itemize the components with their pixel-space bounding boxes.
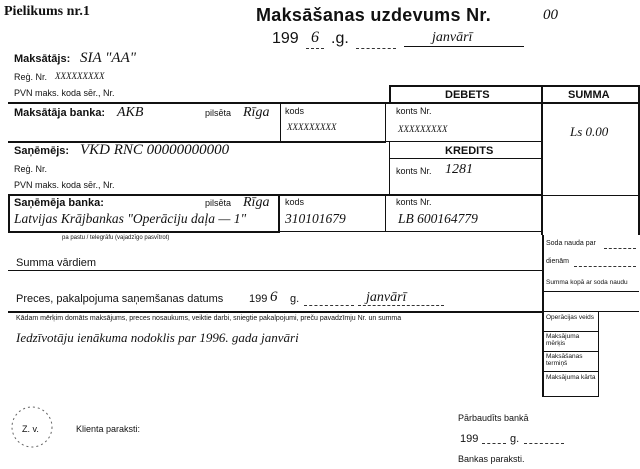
summa-vardiem-label: Summa vārdiem [16,257,97,269]
day-underline [356,48,396,49]
payer-pvn-label: PVN maks. koda sēr., Nr. [14,88,115,98]
goods-date-label: Preces, pakalpojuma saņemšanas datums [16,293,224,305]
kredits-header: KREDITS [445,145,494,157]
recipient-konts-label-2: konts Nr. [396,197,432,207]
summa-kopa-label: Summa kopā ar soda naudu [546,279,628,286]
client-sign-label: Klienta paraksti: [76,424,141,434]
payment-purpose-label: Maksājuma mērķis [546,333,580,347]
payer-konts-value: XXXXXXXXX [398,124,448,134]
payer-label: Maksātājs: [14,53,71,65]
purpose-note: Kādam mērķim domāts maksājums, preces nosaukums, veiktie darbi, sniegtie pakalpojumi, preču pavadzīmju Nr. un summa [16,315,402,322]
recipient-reg-label: Reģ. Nr. [14,164,48,174]
stamp-placeholder [10,405,54,449]
recipient-konts-value: 1281 [445,162,473,177]
header-month: janvārī [432,30,473,45]
soda-nauda-label: Soda nauda par [546,240,596,247]
recipient-name: VKD RNC 00000000000 [80,142,230,158]
recipient-konts-label: konts Nr. [396,166,432,176]
bank-sign-label: Bankas paraksti. [458,454,525,464]
payer-bank-label: Maksātāja banka: [14,107,106,119]
zv-label: Z. v. [22,424,39,434]
purpose-top-line [8,311,543,313]
recipient-bank-top-line [8,194,542,196]
recipient-bank-city: Rīga [243,195,270,210]
summa-header: SUMMA [568,89,610,101]
payer-reg-value: XXXXXXXXX [55,71,105,81]
payer-kods-label: kods [285,106,305,116]
recipient-label: Saņēmējs: [14,145,70,157]
footer-year: 199 [460,433,479,445]
payer-bank-top-line [8,102,640,104]
header-g-label: .g. [331,30,349,47]
appendix-label: Pielikums nr.1 [4,4,90,19]
payer-bank-city-label: pilsēta [205,108,232,118]
summa-left-border [541,85,543,235]
payment-order-label: Maksājuma kārta [546,374,596,381]
payer-name: SIA "AA" [80,50,137,66]
recipient-pvn-label: PVN maks. koda sēr., Nr. [14,180,115,190]
payer-bank-name: AKB [117,105,144,120]
recipient-kods-value: 310101679 [285,211,346,226]
recipient-kods-label: kods [285,197,305,207]
header-year-prefix: 199 [272,30,299,47]
payment-term-label: Maksāšanas termiņš [546,353,583,367]
header-top-line [389,85,639,87]
goods-month: janvārī [366,290,407,305]
payer-reg-label: Reģ. Nr. [14,72,48,82]
operation-type-label: Operācijas veids [546,314,595,321]
goods-g: g. [290,293,300,305]
debets-header: DEBETS [445,89,490,101]
footer-g: g. [510,433,520,445]
recipient-konts-value-2: LB 600164779 [398,211,478,226]
recipient-bank-name: Latvijas Krājbankas "Operāciju daļa — 1" [14,211,247,226]
dienam-label: dienām [546,258,569,265]
header-year-digit: 6 [311,29,319,46]
month-underline [404,46,524,47]
summa-vardiem-line [8,270,543,271]
right-panel-border [542,235,544,397]
amount-value: Ls 0.00 [570,124,609,139]
purpose-text: Iedzīvotāju ienākuma nodoklis par 1996. gada janvāri [16,330,299,345]
recipient-bank-label: Saņēmēja banka: [14,197,104,209]
payer-bank-city: Rīga [243,105,270,120]
page-title: Maksāšanas uzdevums Nr. [256,5,492,25]
payer-kods-value: XXXXXXXXX [287,122,337,132]
goods-year-digit: 6 [270,289,278,305]
checked-bank-label: Pārbaudīts bankā [458,413,529,423]
year-underline [306,48,324,49]
mail-note: pa pastu / telegrāfu (vajadzīgo pasvītrot) [62,235,170,241]
document-number: 00 [543,7,558,23]
goods-year: 199 [249,293,268,305]
payer-konts-label: konts Nr. [396,106,432,116]
recipient-bank-city-label: pilsēta [205,198,232,208]
